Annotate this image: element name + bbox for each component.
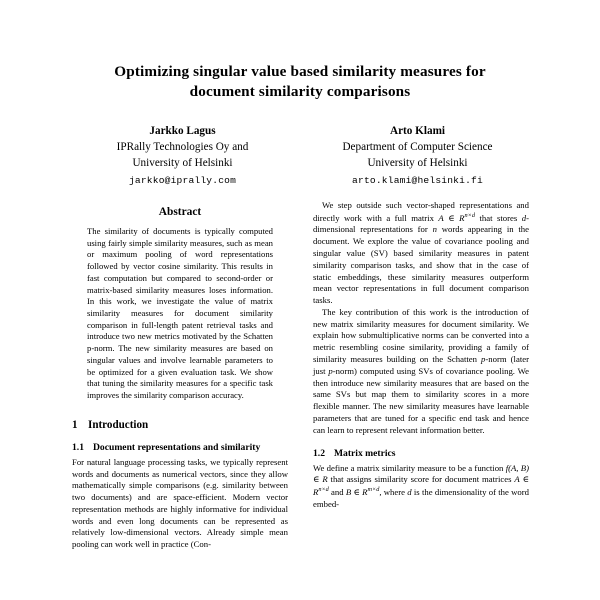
par2-text-c: -norm) computed using SVs of covariance pooling. We then introduce new similarity measures that are based on the same SVs but map them to similarity scores in a more flexible manner. The new similarity measures have learnable parameters that are tuned for a specific end task and hence can learn to represent relevant information better. xyxy=(313,365,529,435)
par3-in-1: ∈ xyxy=(313,474,323,485)
author-name: Jarkko Lagus xyxy=(149,125,216,138)
section-heading-introduction xyxy=(72,419,288,431)
par3-dims-A: n×d xyxy=(318,486,329,494)
author-affiliation-line1: Department of Computer Science xyxy=(342,141,493,154)
par3-var-d: d xyxy=(407,486,412,497)
par3-func-f: f xyxy=(505,462,509,473)
par3-dims-B: m×d xyxy=(367,486,380,494)
subsection-number: 1.2 xyxy=(313,447,325,459)
par3-matrix-A: A xyxy=(514,474,520,485)
right-paragraph-2 xyxy=(313,307,529,437)
par2-text-b: -norm (later just xyxy=(313,354,529,376)
par1-text-b: that stores xyxy=(474,212,522,223)
subsection-title: Document representations and similarity xyxy=(93,441,261,453)
left-column xyxy=(72,200,288,551)
par2-var-p1: p xyxy=(481,354,486,365)
par1-text-d: words appearing in the document. We explore the value of covariance pooling and singular value (SV) based similarity measures in patent similarity comparison tasks, and show that in the case of static embeddings, these similarity measures outperform mean vector representations in full document comparison tasks. xyxy=(313,224,529,306)
author-email[interactable]: arto.klami@helsinki.fi xyxy=(352,175,483,187)
section-number: 1 xyxy=(72,418,78,431)
par3-set-RA: R xyxy=(313,486,319,497)
abstract-body xyxy=(72,226,288,402)
par1-in: ∈ xyxy=(443,212,460,223)
subsection-heading-1-2 xyxy=(313,448,529,459)
subsection-1-1-paragraph: For natural language processing tasks, we typically represent words and documents as numerical vectors, since they allow mathematically simple comparisons (e.g. similarity between two documents) and are space-efficient. Modern vector representation methods are highly informative for individual words and even long documents can be represented as relatively low-dimensional vectors. Already simple mean pooling can work well in practice (Con- xyxy=(72,456,288,550)
abstract-paragraph: The similarity of documents is typically computed using fairly simple similarity measures, such as mean or maximum pooling of word representations followed by vector cosine similarity. This results in fast computation but compared to second-order or matrix-based similarity measures loses information. In this work, we investigate the value of matrix similarity measures for document similarity comparison in full-length patent retrieval tasks and introduce two new metrics motivated by the Schatten p-norm. The new similarity measures are based on singular values and involve learnable parameters to be optimized for a given evaluation task. We show that tuning the similarity measures for a specific task improves the similarity comparison accuracy. xyxy=(87,226,273,401)
par3-func-args: (A, B) xyxy=(508,462,529,473)
author-affiliation-line1: IPRally Technologies Oy and xyxy=(116,141,249,154)
par1-var-d: d xyxy=(521,212,527,223)
par3-matrix-B: B xyxy=(345,486,352,497)
par1-set-R: R xyxy=(459,212,465,223)
par3-set-RB: R xyxy=(362,486,368,497)
par3-text-a: We define a matrix similarity measure to be a function xyxy=(313,462,506,473)
abstract-heading: Abstract xyxy=(158,206,202,218)
author-entry-1 xyxy=(65,124,300,187)
author-email[interactable]: jarkko@iprally.com xyxy=(128,175,237,187)
body-columns xyxy=(0,200,600,551)
author-affiliation-line2: University of Helsinki xyxy=(132,157,233,170)
par3-text-d: , where xyxy=(379,486,408,497)
author-name: Arto Klami xyxy=(390,125,445,138)
par3-set-R: R xyxy=(322,474,328,485)
author-affiliation-line2: University of Helsinki xyxy=(367,157,468,170)
par3-text-c: and xyxy=(328,486,346,497)
par1-matrix-A: A xyxy=(438,212,444,223)
right-paragraph-1 xyxy=(313,200,529,307)
par3-in-3: ∈ xyxy=(351,486,363,497)
section-title: Introduction xyxy=(88,418,149,431)
author-list xyxy=(65,124,535,187)
par1-dims: n×d xyxy=(464,211,475,219)
page-title: Optimizing singular value based similarity measures for document similarity comparisons xyxy=(114,63,486,101)
subsection-number: 1.1 xyxy=(72,441,84,453)
right-column xyxy=(313,200,529,551)
title-block xyxy=(0,0,600,188)
par1-text-c: -dimensional representations for xyxy=(313,212,529,235)
author-entry-2 xyxy=(300,124,535,187)
par2-text-a: The key contribution of this work is the introduction of new matrix similarity measures for document similarity. We explain how submultiplicative norms can be converted into a metric resembling cosine similarity, providing a family of similarity measures building on the Schatten xyxy=(313,306,529,365)
par3-in-2: ∈ xyxy=(519,474,529,485)
par1-text-a: We step outside such vector-shaped representations and directly work with a full matrix xyxy=(313,200,529,223)
subsection-title: Matrix metrics xyxy=(334,447,396,459)
par1-var-n: n xyxy=(432,224,437,235)
par2-var-p2: p xyxy=(328,365,333,376)
par3-text-e: is the dimensionality of the word embed- xyxy=(313,486,529,509)
right-paragraph-3 xyxy=(313,463,529,511)
par3-text-b: that assigns similarity score for document matrices xyxy=(327,474,515,485)
subsection-heading-1-1 xyxy=(72,442,288,453)
